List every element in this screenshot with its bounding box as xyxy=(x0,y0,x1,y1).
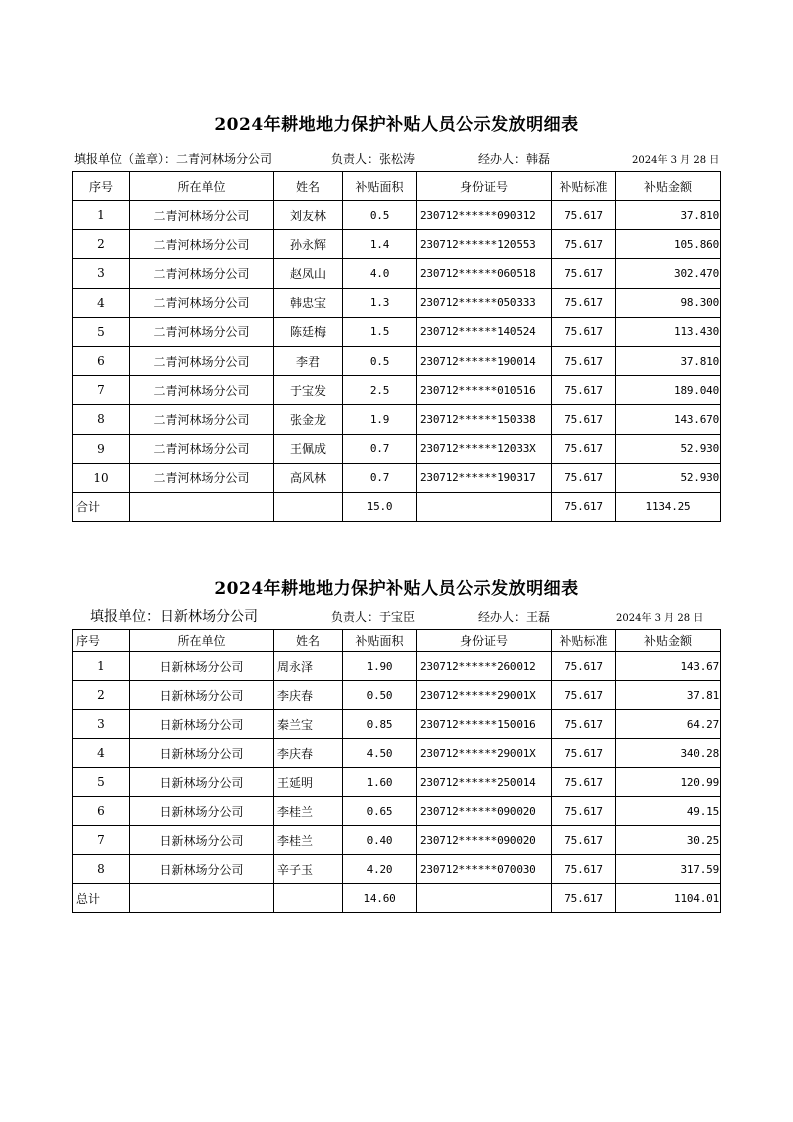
header-unit: 所在单位 xyxy=(130,172,274,201)
cell-name: 李庆春 xyxy=(274,739,343,768)
cell-no: 2 xyxy=(73,230,130,259)
cell-rate: 75.617 xyxy=(552,259,616,288)
cell-id: 230712******190014 xyxy=(417,346,552,375)
manager: 负责人：于宝臣 xyxy=(331,610,416,624)
table-row xyxy=(73,710,721,739)
cell-rate: 75.617 xyxy=(552,826,616,855)
cell-unit: 二青河林场分公司 xyxy=(130,376,274,405)
cell-amount: 37.81 xyxy=(616,681,721,710)
cell-area: 0.5 xyxy=(343,201,417,230)
cell-unit: 二青河林场分公司 xyxy=(130,405,274,434)
cell-no: 2 xyxy=(73,681,130,710)
table-row xyxy=(73,434,721,463)
table-row xyxy=(73,230,721,259)
cell-name: 辛子玉 xyxy=(274,855,343,884)
cell-no: 5 xyxy=(73,768,130,797)
cell-area: 4.0 xyxy=(343,259,417,288)
cell-unit: 二青河林场分公司 xyxy=(130,230,274,259)
cell-id: 230712******12033X xyxy=(417,434,552,463)
cell-amount: 37.810 xyxy=(616,201,721,230)
total-amount: 1104.01 xyxy=(616,884,721,913)
cell-unit: 日新林场分公司 xyxy=(130,768,274,797)
cell-area: 0.65 xyxy=(343,797,417,826)
cell-unit: 日新林场分公司 xyxy=(130,739,274,768)
cell-name: 王佩成 xyxy=(274,434,343,463)
cell-id: 230712******070030 xyxy=(417,855,552,884)
cell-rate: 75.617 xyxy=(552,434,616,463)
table-row xyxy=(73,652,721,681)
cell-name: 陈廷梅 xyxy=(274,317,343,346)
cell-id: 230712******090020 xyxy=(417,826,552,855)
cell-amount: 143.670 xyxy=(616,405,721,434)
cell-rate: 75.617 xyxy=(552,855,616,884)
cell-amount: 143.67 xyxy=(616,652,721,681)
header-area: 补贴面积 xyxy=(343,630,417,652)
cell-amount: 302.470 xyxy=(616,259,721,288)
total-amount: 1134.25 xyxy=(616,492,721,521)
cell-area: 0.7 xyxy=(343,434,417,463)
cell-unit: 二青河林场分公司 xyxy=(130,259,274,288)
cell-name: 赵凤山 xyxy=(274,259,343,288)
cell-area: 1.5 xyxy=(343,317,417,346)
header-no: 序号 xyxy=(73,172,130,201)
cell-id: 230712******29001X xyxy=(417,739,552,768)
cell-no: 3 xyxy=(73,259,130,288)
total-empty-cell xyxy=(130,492,274,521)
cell-amount: 189.040 xyxy=(616,376,721,405)
cell-name: 韩忠宝 xyxy=(274,288,343,317)
table-row xyxy=(73,463,721,492)
cell-no: 7 xyxy=(73,826,130,855)
cell-id: 230712******150338 xyxy=(417,405,552,434)
cell-id: 230712******250014 xyxy=(417,768,552,797)
cell-name: 张金龙 xyxy=(274,405,343,434)
subsidy-table xyxy=(72,171,721,522)
header-no: 序号 xyxy=(73,630,130,652)
cell-rate: 75.617 xyxy=(552,201,616,230)
cell-id: 230712******060518 xyxy=(417,259,552,288)
total-empty-cell xyxy=(417,884,552,913)
cell-name: 李庆春 xyxy=(274,681,343,710)
total-area: 15.0 xyxy=(343,492,417,521)
cell-name: 李桂兰 xyxy=(274,826,343,855)
header-unit: 所在单位 xyxy=(130,630,274,652)
cell-area: 0.5 xyxy=(343,346,417,375)
cell-rate: 75.617 xyxy=(552,288,616,317)
cell-id: 230712******29001X xyxy=(417,681,552,710)
cell-rate: 75.617 xyxy=(552,317,616,346)
table-row xyxy=(73,768,721,797)
cell-name: 周永泽 xyxy=(274,652,343,681)
cell-id: 230712******090020 xyxy=(417,797,552,826)
total-row xyxy=(73,884,721,913)
table-header-row xyxy=(73,630,721,652)
total-area: 14.60 xyxy=(343,884,417,913)
cell-area: 4.20 xyxy=(343,855,417,884)
cell-no: 8 xyxy=(73,855,130,884)
cell-unit: 二青河林场分公司 xyxy=(130,201,274,230)
cell-rate: 75.617 xyxy=(552,463,616,492)
cell-no: 8 xyxy=(73,405,130,434)
cell-rate: 75.617 xyxy=(552,652,616,681)
total-row xyxy=(73,492,721,521)
cell-no: 5 xyxy=(73,317,130,346)
table-row xyxy=(73,346,721,375)
header-amount: 补贴金额 xyxy=(616,630,721,652)
table-row xyxy=(73,376,721,405)
cell-area: 1.90 xyxy=(343,652,417,681)
cell-area: 0.50 xyxy=(343,681,417,710)
report-date: 2024年 3 月 28 日 xyxy=(632,155,720,166)
table-row xyxy=(73,288,721,317)
header-rate: 补贴标准 xyxy=(552,172,616,201)
cell-unit: 日新林场分公司 xyxy=(130,652,274,681)
table-row xyxy=(73,259,721,288)
cell-id: 230712******090312 xyxy=(417,201,552,230)
cell-id: 230712******120553 xyxy=(417,230,552,259)
table-row xyxy=(73,855,721,884)
header-id: 身份证号 xyxy=(417,630,552,652)
cell-area: 0.85 xyxy=(343,710,417,739)
cell-area: 1.4 xyxy=(343,230,417,259)
total-empty-cell xyxy=(130,884,274,913)
cell-unit: 二青河林场分公司 xyxy=(130,434,274,463)
cell-no: 7 xyxy=(73,376,130,405)
cell-name: 秦兰宝 xyxy=(274,710,343,739)
cell-name: 李桂兰 xyxy=(274,797,343,826)
cell-unit: 二青河林场分公司 xyxy=(130,288,274,317)
cell-no: 4 xyxy=(73,288,130,317)
header-area: 补贴面积 xyxy=(343,172,417,201)
manager: 负责人：张松涛 xyxy=(331,152,416,166)
cell-area: 1.9 xyxy=(343,405,417,434)
table-row xyxy=(73,681,721,710)
cell-unit: 日新林场分公司 xyxy=(130,797,274,826)
table-row xyxy=(73,201,721,230)
cell-amount: 317.59 xyxy=(616,855,721,884)
total-rate: 75.617 xyxy=(552,884,616,913)
cell-no: 1 xyxy=(73,201,130,230)
cell-no: 4 xyxy=(73,739,130,768)
header-rate: 补贴标准 xyxy=(552,630,616,652)
cell-id: 230712******140524 xyxy=(417,317,552,346)
handler: 经办人：王磊 xyxy=(478,610,551,624)
header-name: 姓名 xyxy=(274,630,343,652)
cell-area: 0.7 xyxy=(343,463,417,492)
cell-amount: 113.430 xyxy=(616,317,721,346)
cell-name: 王延明 xyxy=(274,768,343,797)
cell-id: 230712******050333 xyxy=(417,288,552,317)
cell-name: 于宝发 xyxy=(274,376,343,405)
total-empty-cell xyxy=(274,492,343,521)
cell-rate: 75.617 xyxy=(552,230,616,259)
header-id: 身份证号 xyxy=(417,172,552,201)
cell-no: 1 xyxy=(73,652,130,681)
total-rate: 75.617 xyxy=(552,492,616,521)
cell-area: 4.50 xyxy=(343,739,417,768)
cell-rate: 75.617 xyxy=(552,797,616,826)
sheet-title: 2024年耕地地力保护补贴人员公示发放明细表 xyxy=(214,115,579,135)
cell-no: 6 xyxy=(73,797,130,826)
table-header-row xyxy=(73,172,721,201)
header-amount: 补贴金额 xyxy=(616,172,721,201)
cell-amount: 64.27 xyxy=(616,710,721,739)
cell-unit: 日新林场分公司 xyxy=(130,681,274,710)
cell-rate: 75.617 xyxy=(552,346,616,375)
cell-unit: 二青河林场分公司 xyxy=(130,346,274,375)
cell-area: 1.60 xyxy=(343,768,417,797)
cell-amount: 340.28 xyxy=(616,739,721,768)
cell-amount: 37.810 xyxy=(616,346,721,375)
cell-unit: 日新林场分公司 xyxy=(130,855,274,884)
cell-rate: 75.617 xyxy=(552,405,616,434)
total-empty-cell xyxy=(417,492,552,521)
cell-unit: 二青河林场分公司 xyxy=(130,317,274,346)
table-row xyxy=(73,317,721,346)
cell-name: 李君 xyxy=(274,346,343,375)
total-label: 总计 xyxy=(73,884,130,913)
cell-name: 刘友林 xyxy=(274,201,343,230)
table-row xyxy=(73,797,721,826)
table-row xyxy=(73,739,721,768)
table-row xyxy=(73,405,721,434)
cell-rate: 75.617 xyxy=(552,681,616,710)
cell-amount: 105.860 xyxy=(616,230,721,259)
cell-unit: 二青河林场分公司 xyxy=(130,463,274,492)
cell-id: 230712******150016 xyxy=(417,710,552,739)
sheet-title: 2024年耕地地力保护补贴人员公示发放明细表 xyxy=(214,579,579,599)
cell-no: 10 xyxy=(73,463,130,492)
cell-rate: 75.617 xyxy=(552,768,616,797)
cell-unit: 日新林场分公司 xyxy=(130,826,274,855)
cell-no: 6 xyxy=(73,346,130,375)
cell-amount: 52.930 xyxy=(616,463,721,492)
cell-amount: 98.300 xyxy=(616,288,721,317)
total-empty-cell xyxy=(274,884,343,913)
cell-rate: 75.617 xyxy=(552,739,616,768)
reporting-unit: 填报单位（盖章）：二青河林场分公司 xyxy=(74,152,273,166)
cell-id: 230712******010516 xyxy=(417,376,552,405)
header-name: 姓名 xyxy=(274,172,343,201)
cell-name: 高风林 xyxy=(274,463,343,492)
cell-no: 3 xyxy=(73,710,130,739)
cell-amount: 120.99 xyxy=(616,768,721,797)
subsidy-table xyxy=(72,629,721,913)
cell-rate: 75.617 xyxy=(552,710,616,739)
cell-unit: 日新林场分公司 xyxy=(130,710,274,739)
cell-area: 2.5 xyxy=(343,376,417,405)
cell-id: 230712******190317 xyxy=(417,463,552,492)
cell-no: 9 xyxy=(73,434,130,463)
cell-area: 1.3 xyxy=(343,288,417,317)
cell-amount: 49.15 xyxy=(616,797,721,826)
table-row xyxy=(73,826,721,855)
cell-id: 230712******260012 xyxy=(417,652,552,681)
reporting-unit: 填报单位：日新林场分公司 xyxy=(90,609,258,625)
cell-amount: 30.25 xyxy=(616,826,721,855)
cell-area: 0.40 xyxy=(343,826,417,855)
cell-name: 孙永辉 xyxy=(274,230,343,259)
cell-rate: 75.617 xyxy=(552,376,616,405)
report-date: 2024年 3 月 28 日 xyxy=(616,613,704,624)
handler: 经办人：韩磊 xyxy=(478,152,551,166)
total-label: 合计 xyxy=(73,492,130,521)
cell-amount: 52.930 xyxy=(616,434,721,463)
